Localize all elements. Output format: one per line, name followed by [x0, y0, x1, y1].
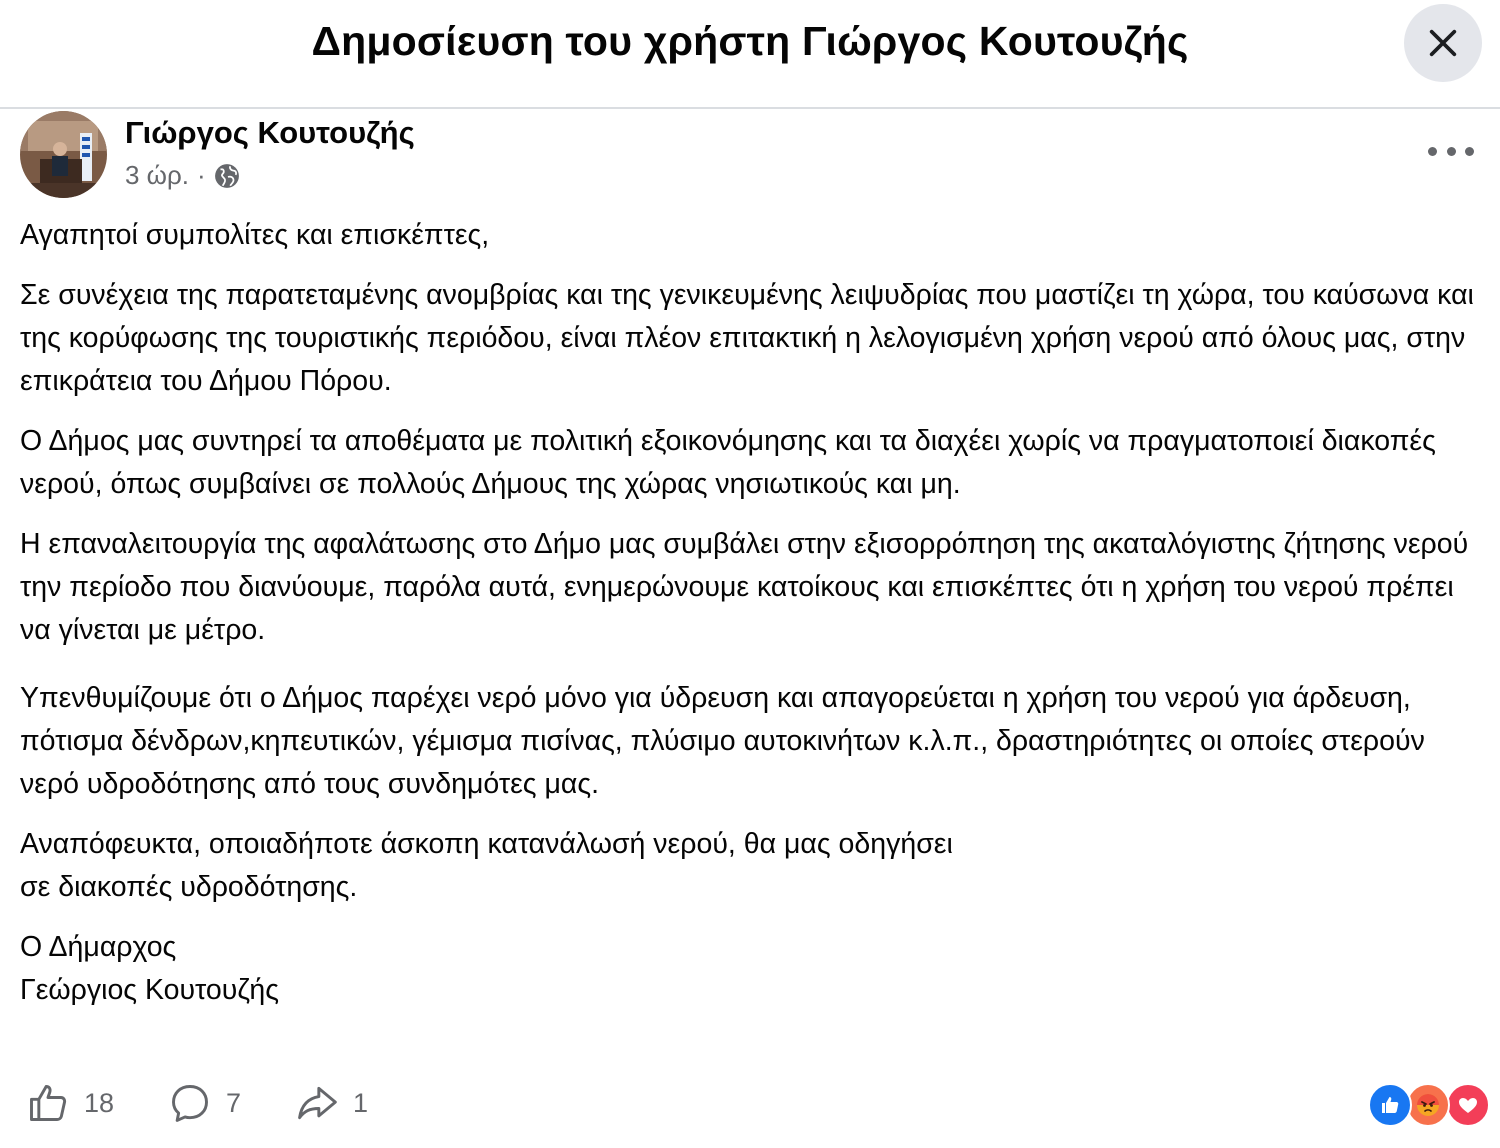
love-reaction-icon [1446, 1083, 1490, 1127]
paragraph-text: Υπενθυμίζουμε ότι ο Δήμος παρέχει νερό μόνο για ύδρευση και [20, 682, 822, 714]
underlined-phrase: γέμισμα πισίνας, πλύσιμο [412, 725, 735, 761]
underlined-phrase: γενικευμένης λειψυδρίας [660, 279, 969, 315]
post-paragraph [20, 866, 1485, 909]
more-dot [1447, 147, 1456, 156]
paragraph-text: από όλους μας, στην επικράτεια του Δήμου Πόρου. [20, 322, 1466, 397]
close-icon [1426, 26, 1460, 60]
more-dot [1428, 147, 1437, 156]
post-paragraph [20, 420, 1485, 506]
thumbs-up-icon [26, 1081, 70, 1125]
post-author[interactable]: Γιώργος Κουτουζής [125, 115, 415, 150]
like-button[interactable] [26, 1081, 114, 1125]
share-icon [295, 1081, 339, 1125]
avatar[interactable] [20, 111, 107, 198]
comment-count: 7 [226, 1087, 242, 1118]
paragraph-text: Σε συνέχεια της [20, 279, 226, 311]
share-button[interactable] [295, 1081, 368, 1125]
underlined-phrase: χωρίς να πραγματοποιεί διακοπές νερού [20, 425, 1436, 504]
signature-name: Γεώργιος Κουτουζής [20, 974, 279, 1006]
comment-button[interactable] [168, 1081, 241, 1125]
underlined-phrase: απαγορεύεται η χρήση του νερού για [822, 682, 1285, 718]
post-body [20, 214, 1485, 1012]
more-dot [1465, 147, 1474, 156]
paragraph-text: που μαστίζει τη χώρα, του καύσωνα και της κορύφωσης της τουριστικής περιόδου, είναι πλέον [20, 279, 1474, 354]
underlined-phrase: σε διακοπές υδροδότησης. [20, 871, 357, 907]
underlined-phrase: Η επαναλειτουργία της αφαλάτωσης [20, 528, 475, 564]
paragraph-text: στο Δήμο μας συμβάλει στην εξισορρόπηση της ακαταλόγιστης ζήτησης νερού την περίοδο που διανύουμε, παρόλα αυτά, ενημερώνουμε κατοίκους και επισκέπτες ότι [20, 528, 1469, 603]
paragraph-text: άρδευση, πότισμα δένδρων,κηπευτικών, [20, 682, 1411, 757]
dialog-title: Δημοσίευση του χρήστη Γιώργος Κουτουζής [311, 18, 1189, 64]
underlined-phrase: στερούν νερό υδροδότησης από τους συνδημότες μας. [20, 725, 1425, 804]
paragraph-text: , όπως συμβαίνει σε πολλούς Δήμους της χώρας νησιωτικούς και μη. [94, 468, 961, 500]
post-paragraph [20, 677, 1485, 806]
underlined-phrase: η χρήση του νερού πρέπει να γίνεται με μέτρο. [20, 571, 1454, 650]
post-paragraph [20, 214, 1485, 257]
post-meta [125, 160, 240, 191]
post-paragraph [20, 823, 1485, 866]
underlined-phrase: επιτακτική η λελογισμένη χρήση νερού [709, 322, 1194, 358]
post-time[interactable]: 3 ώρ. [125, 160, 189, 190]
meta-separator: · [197, 160, 206, 190]
more-options-button[interactable] [1428, 134, 1474, 168]
dialog-header [0, 0, 1500, 109]
close-button[interactable] [1404, 4, 1482, 82]
like-reaction-icon [1368, 1083, 1412, 1127]
comment-icon [168, 1081, 212, 1125]
underlined-phrase: παρατεταμένης ανομβρίας [226, 279, 559, 315]
globe-icon [214, 163, 240, 189]
angry-reaction-icon [1406, 1083, 1450, 1127]
underlined-phrase: Αναπόφευκτα, οποιαδήποτε άσκοπη κατανάλωσή νερού, θα μας οδηγήσει [20, 828, 953, 864]
share-count: 1 [353, 1087, 369, 1118]
paragraph-text: και της [558, 279, 660, 311]
reaction-summary[interactable] [1368, 1083, 1488, 1127]
paragraph-text: Αγαπητοί συμπολίτες και επισκέπτες, [20, 219, 490, 251]
post-paragraph [20, 274, 1485, 403]
paragraph-text: αυτοκινήτων κ.λ.π., δραστηριότητες οι οποίες [735, 725, 1322, 757]
like-count: 18 [84, 1087, 115, 1118]
paragraph-text: Ο Δήμος μας συντηρεί τα αποθέματα με πολιτική εξοικονόμησης και τα διαχέει [20, 425, 1009, 457]
post-actions [0, 1075, 1500, 1135]
signature-title: Ο Δήμαρχος [20, 931, 177, 963]
post-paragraph [20, 523, 1485, 652]
